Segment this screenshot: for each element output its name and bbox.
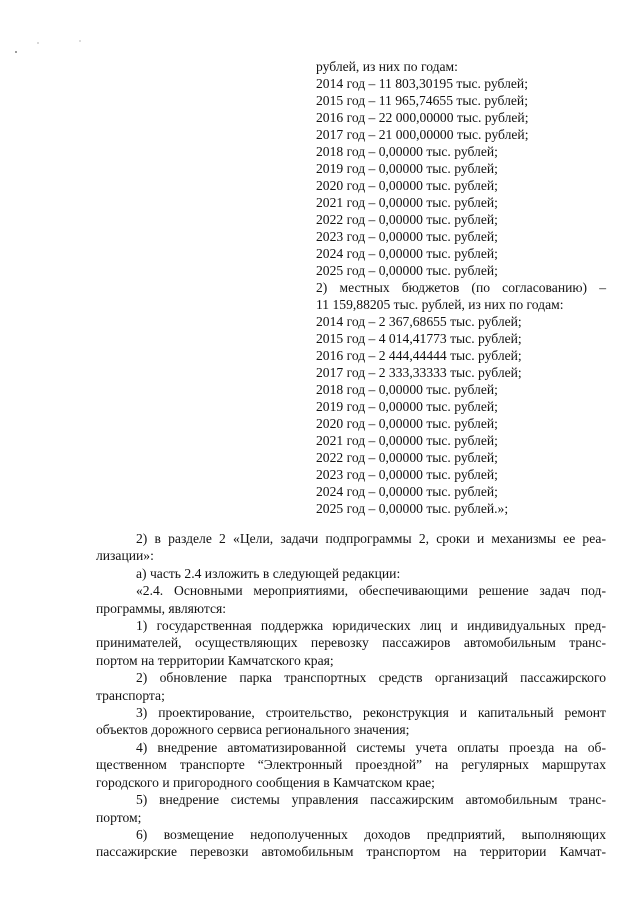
list-item-5: 5) внедрение системы управления пассажирским автомобильным транс- портом; (96, 792, 606, 825)
regional-year-line: 2016 год – 22 000,00000 тыс. рублей; (316, 110, 529, 125)
local-year-line: 2022 год – 0,00000 тыс. рублей; (316, 450, 498, 465)
regional-year-line: 2014 год – 11 803,30195 тыс. рублей; (316, 76, 528, 91)
list-item-2: 2) обновление парка транспортных средств организаций пассажирского транспорта; (96, 670, 606, 703)
local-budget-heading: 2) местных бюджетов (по согласованию) – (316, 280, 606, 295)
scan-specks (14, 40, 84, 60)
list-item-6: 6) возмещение недополученных доходов предприятий, выполняющих пассажирские перевозки автомобильным транспортом на территории Камчат- (96, 826, 606, 860)
local-year-line: 2014 год – 2 367,68655 тыс. рублей; (316, 314, 522, 329)
regional-year-line: 2020 год – 0,00000 тыс. рублей; (316, 178, 498, 193)
regional-year-line: 2023 год – 0,00000 тыс. рублей; (316, 229, 498, 244)
local-year-line: 2019 год – 0,00000 тыс. рублей; (316, 399, 498, 414)
local-year-line: 2015 год – 4 014,41773 тыс. рублей; (316, 331, 522, 346)
local-year-line: 2020 год – 0,00000 тыс. рублей; (316, 416, 498, 431)
local-year-line: 2018 год – 0,00000 тыс. рублей; (316, 382, 498, 397)
local-year-line: 2025 год – 0,00000 тыс. рублей.»; (316, 501, 509, 516)
local-budget-total: 11 159,88205 тыс. рублей, из них по годам: (316, 297, 564, 312)
list-item-4: 4) внедрение автоматизированной системы учета оплаты проезда на об- щественном транспорте “Электронный проездной” на регулярных маршрутах городского и пригородного сообщения в Камчатском крае; (96, 739, 606, 790)
funding-intro: рублей, из них по годам: (316, 59, 458, 74)
list-item-3: 3) проектирование, строительство, реконструкция и капитальный ремонт объектов дорожного сервиса регионального значения; (96, 705, 606, 738)
paragraph-main-measures: «2.4. Основными мероприятиями, обеспечивающими решение задач под- программы, являются: (96, 583, 606, 616)
regional-year-line: 2021 год – 0,00000 тыс. рублей; (316, 195, 498, 210)
paragraph-section-2: 2) в разделе 2 «Цели, задачи подпрограммы 2, сроки и механизмы ее реа- лизации»: (96, 531, 606, 564)
local-year-line: 2021 год – 0,00000 тыс. рублей; (316, 433, 498, 448)
local-year-line: 2017 год – 2 333,33333 тыс. рублей; (316, 365, 522, 380)
regional-year-line: 2024 год – 0,00000 тыс. рублей; (316, 246, 498, 261)
regional-year-line: 2025 год – 0,00000 тыс. рублей; (316, 263, 498, 278)
regional-year-line: 2019 год – 0,00000 тыс. рублей; (316, 161, 498, 176)
paragraph-part-2-4: а) часть 2.4 изложить в следующей редакции: (136, 565, 401, 581)
local-year-line: 2023 год – 0,00000 тыс. рублей; (316, 467, 498, 482)
regional-year-line: 2015 год – 11 965,74655 тыс. рублей; (316, 93, 528, 108)
regional-year-line: 2018 год – 0,00000 тыс. рублей; (316, 144, 498, 159)
regional-year-line: 2022 год – 0,00000 тыс. рублей; (316, 212, 498, 227)
funding-column (316, 58, 606, 517)
list-item-1: 1) государственная поддержка юридических лиц и индивидуальных пред- принимателей, осуществляющих перевозку пассажиров автомобильным транс- портом на территории Камчатского края; (96, 618, 606, 668)
local-year-line: 2016 год – 2 444,44444 тыс. рублей; (316, 348, 522, 363)
local-year-line: 2024 год – 0,00000 тыс. рублей; (316, 484, 498, 499)
amendment-body (96, 530, 606, 861)
regional-year-line: 2017 год – 21 000,00000 тыс. рублей; (316, 127, 529, 142)
